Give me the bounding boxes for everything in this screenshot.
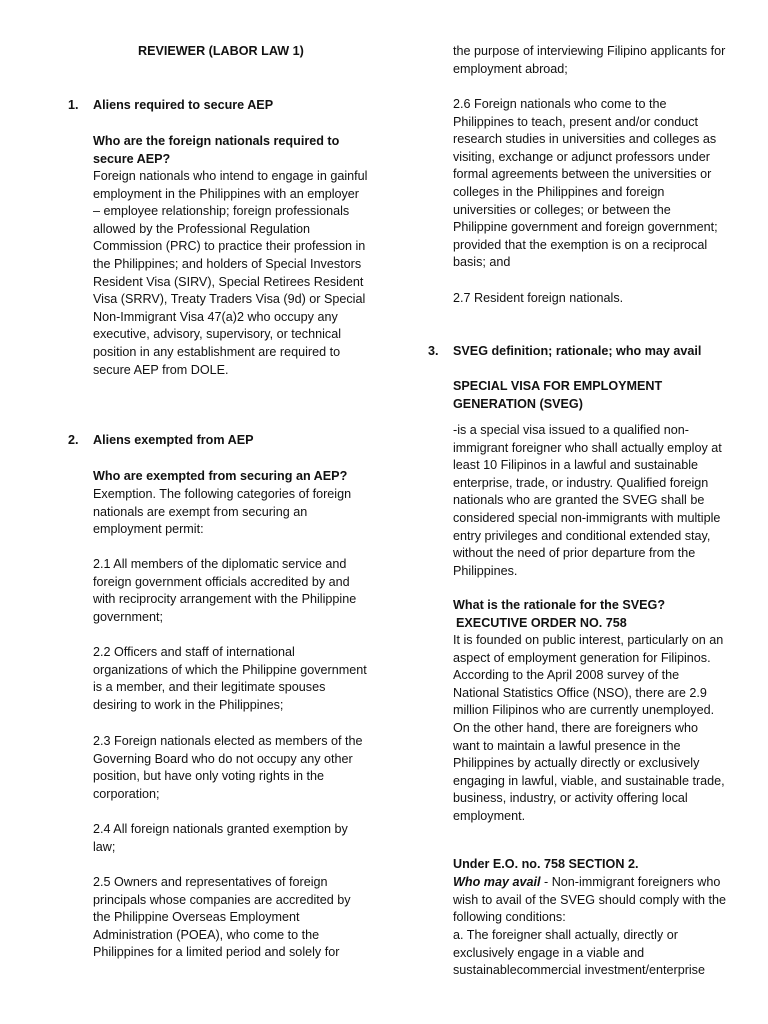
rationale-question: What is the rationale for the SVEG?	[453, 598, 666, 612]
exemption-item-2-3: 2.3 Foreign nationals elected as members of the Governing Board who do not occupy any other position, but have only voting rights in the corporation;	[93, 734, 363, 801]
exemption-item-2-5-continued: the purpose of interviewing Filipino applicants for employment abroad;	[453, 44, 726, 76]
section-2-number: 2.	[68, 433, 79, 447]
section-2-question: Who are exempted from securing an AEP?	[93, 469, 348, 483]
section-1-question: Who are the foreign nationals required to secure AEP?	[93, 134, 340, 166]
section-1-heading: Aliens required to secure AEP	[93, 98, 274, 112]
exemption-item-2-5: 2.5 Owners and representatives of foreign principals whose companies are accredited by the Philippine Overseas Employment Administration (POEA), who come to the Philippines for a limited period and solely for	[93, 875, 351, 960]
rationale-answer: It is founded on public interest, particularly on an aspect of employment generation for Filipinos. According to the April 2008 survey of the National Statistics Office (NSO), there are 2.9 million Filipinos who are currently unemployed. On the other hand, there are foreigners who want to maintain a lawful presence in the Philippines by actually directly or exclusively engaging in lawful, viable, and sustainable trade, business, industry, or activity offering local employment.	[453, 633, 725, 823]
exemption-item-2-7: 2.7 Resident foreign nationals.	[453, 291, 624, 305]
who-may-avail-paragraph	[453, 874, 728, 927]
who-may-avail-text: - Non-immigrant foreigners who wish to avail of the SVEG should comply with the following conditions:	[453, 875, 726, 925]
section-3-definition: -is a special visa issued to a qualified non-immigrant foreigner who shall actually employ at least 10 Filipinos in a lawful and sustainable enterprise, trade, or industry. Qualified foreign nationals who are granted the SVEG shall be considered special non-immigrants with multiple entry privileges and conditional extended stay, without the need of prior departure from the Philippines.	[453, 423, 722, 578]
section-2-intro: Exemption. The following categories of foreign nationals are exempt from securing an employment permit:	[93, 487, 352, 537]
exemption-item-2-2: 2.2 Officers and staff of international organizations of which the Philippine government is a member, and their legitimate spouses desiring to work in the Philippines;	[93, 645, 367, 712]
exemption-item-2-6: 2.6 Foreign nationals who come to the Philippines to teach, present and/or conduct research studies in universities and colleges as visiting, exchange or adjunct professors under formal agreements between the universities or colleges in the Philippines and foreign universities or colleges; or between the Philippine government and foreign government; provided that the exemption is on a reciprocal basis; and	[453, 97, 718, 270]
section-1-number: 1.	[68, 98, 79, 112]
section-2-heading: Aliens exempted from AEP	[93, 433, 254, 447]
who-may-avail-label: Who may avail	[453, 875, 541, 889]
section-3-subheading: SPECIAL VISA FOR EMPLOYMENT GENERATION (SVEG)	[453, 379, 663, 411]
section-3-number: 3.	[428, 344, 439, 358]
eo-section-heading: Under E.O. no. 758 SECTION 2.	[453, 857, 639, 871]
condition-a: a. The foreigner shall actually, directly or exclusively engage in a viable and sustainablecommercial investment/enterprise	[453, 928, 705, 978]
section-1-answer: Foreign nationals who intend to engage in gainful employment in the Philippines with an employer – employee relationship; foreign professionals allowed by the Professional Regulation Commission (PRC) to practice their profession in the Philippines; and holders of Special Investors Resident Visa (SIRV), Special Retirees Resident Visa (SRRV), Treaty Traders Visa (9d) or Special Non-Immigrant Visa 47(a)2 who occupy any executive, advisory, supervisory, or technical position in any establishment are required to secure AEP from DOLE.	[93, 169, 368, 377]
exemption-item-2-4: 2.4 All foreign nationals granted exemption by law;	[93, 822, 348, 854]
section-3-heading: SVEG definition; rationale; who may avail	[453, 344, 702, 358]
executive-order-label: EXECUTIVE ORDER NO. 758	[456, 616, 627, 630]
exemption-item-2-1: 2.1 All members of the diplomatic service and foreign government officials accredited by and with reciprocity arrangement with the Philippine government;	[93, 557, 357, 624]
document-title: REVIEWER (LABOR LAW 1)	[138, 44, 304, 58]
